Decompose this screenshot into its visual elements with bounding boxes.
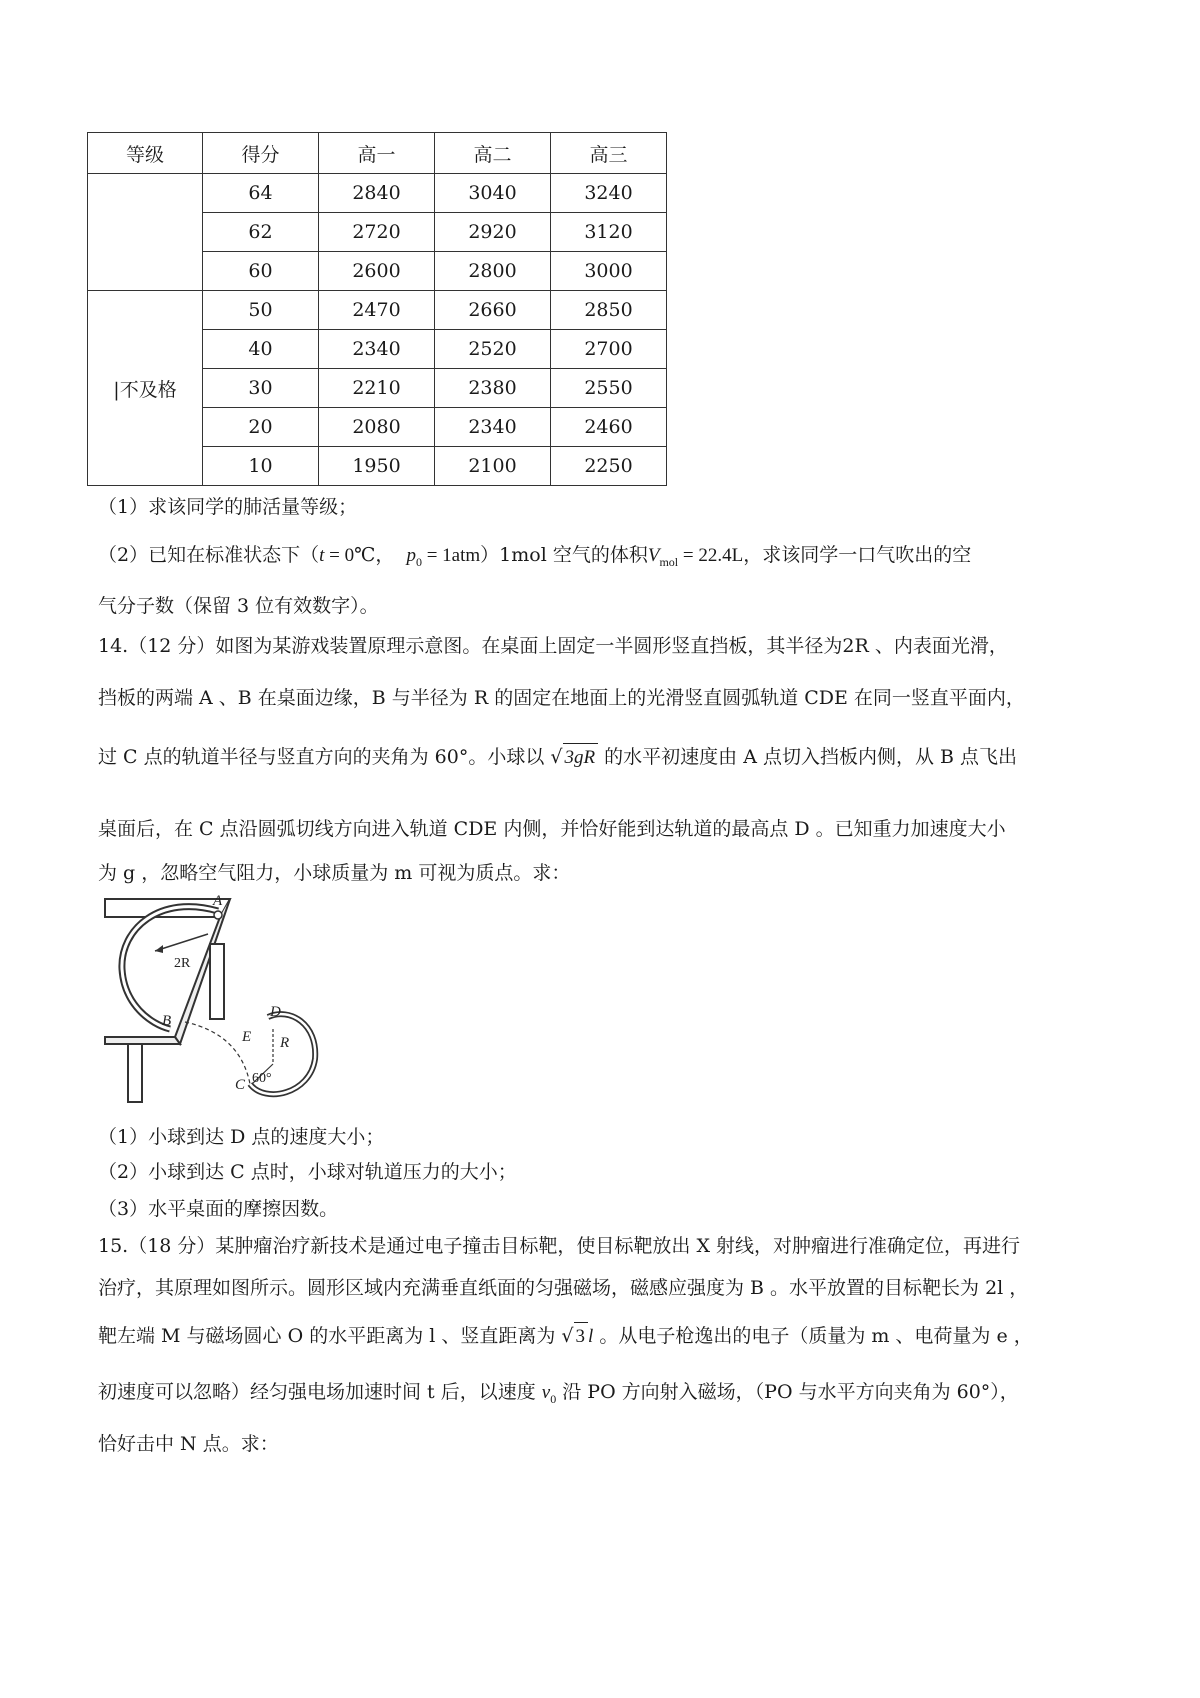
math-v: V bbox=[647, 545, 660, 566]
table-leg-left bbox=[128, 1044, 142, 1102]
table-cell: 2840 bbox=[319, 174, 435, 213]
table-cell: 2460 bbox=[551, 408, 667, 447]
label-r: R bbox=[280, 1035, 290, 1051]
math-t-value: = 0℃， bbox=[324, 545, 395, 566]
text: 靶左端 M 与磁场圆心 O 的水平距离为 l 、竖直距离为 bbox=[98, 1325, 556, 1347]
table-cell: 20 bbox=[203, 408, 319, 447]
grade-cell: |不及格 bbox=[88, 291, 203, 486]
table-cell: 1950 bbox=[319, 447, 435, 486]
label-d: D bbox=[270, 1004, 281, 1020]
label-b: B bbox=[162, 1013, 172, 1029]
q15-line1: 15.（18 分）某肿瘤治疗新技术是通过电子撞击目标靶，使目标靶放出 X 射线，对肿瘤进行准确定位，再进行 bbox=[98, 1235, 1021, 1257]
table-cell: 10 bbox=[203, 447, 319, 486]
table-cell: 2600 bbox=[319, 252, 435, 291]
table-cell: 2550 bbox=[551, 369, 667, 408]
label-c: C bbox=[235, 1077, 246, 1093]
q15-line2: 治疗，其原理如图所示。圆形区域内充满垂直纸面的匀强磁场，磁感应强度为 B 。水平放置的目标靶长为 2l ， bbox=[98, 1277, 1029, 1299]
trajectory-path bbox=[185, 1022, 250, 1084]
table-cell: 40 bbox=[203, 330, 319, 369]
q13-sub1: （1）求该同学的肺活量等级； bbox=[98, 496, 358, 518]
q15-line5: 恰好击中 N 点。求： bbox=[98, 1433, 279, 1455]
game-device-diagram bbox=[100, 889, 340, 1104]
table-cell: 2800 bbox=[435, 252, 551, 291]
table-cell: 62 bbox=[203, 213, 319, 252]
q15-line4 bbox=[98, 1378, 1019, 1413]
table-row bbox=[88, 174, 667, 213]
table-cell: 2210 bbox=[319, 369, 435, 408]
table-header-row bbox=[88, 133, 667, 174]
text: ）1mol 空气的体积 bbox=[480, 544, 648, 566]
text: 。从电子枪逸出的电子（质量为 m 、电荷量为 e ， bbox=[593, 1325, 1033, 1347]
q15-line3: 靶左端 M 与磁场圆心 O 的水平距离为 l 、竖直距离为 √ 3 l 。从电子枪逸出的电子（质量为 m 、电荷量为 e ， bbox=[98, 1322, 1033, 1351]
text: 过 C 点的轨道半径与竖直方向的夹角为 60°。小球以 bbox=[98, 746, 545, 768]
q13-sub2-line1 bbox=[98, 541, 971, 576]
table-cell: 60 bbox=[203, 252, 319, 291]
table-cell: 2700 bbox=[551, 330, 667, 369]
math-l: l bbox=[588, 1326, 594, 1347]
table-cell: 2250 bbox=[551, 447, 667, 486]
grade-cell bbox=[88, 174, 203, 291]
table-cell: 2380 bbox=[435, 369, 551, 408]
table-header: 等级 bbox=[88, 133, 203, 174]
table-cell: 30 bbox=[203, 369, 319, 408]
ball-icon bbox=[214, 911, 222, 919]
q14-line4: 桌面后，在 C 点沿圆弧切线方向进入轨道 CDE 内侧，并恰好能到达轨道的最高点 D 。已知重力加速度大小 bbox=[98, 818, 1006, 840]
table-cell: 2100 bbox=[435, 447, 551, 486]
table-cell: 2080 bbox=[319, 408, 435, 447]
q14-line1: 14.（12 分）如图为某游戏装置原理示意图。在桌面上固定一半圆形竖直挡板，其半径为2R 、内表面光滑， bbox=[98, 635, 1008, 657]
q13-sub2-line2: 气分子数（保留 3 位有效数字）。 bbox=[98, 595, 379, 617]
table-header: 高三 bbox=[551, 133, 667, 174]
lung-capacity-table bbox=[87, 132, 667, 486]
table-header: 高一 bbox=[319, 133, 435, 174]
table-cell: 3120 bbox=[551, 213, 667, 252]
q14-figure bbox=[100, 889, 340, 1104]
math-p-value: = 1atm bbox=[421, 545, 481, 566]
table-cell: 64 bbox=[203, 174, 319, 213]
table-cell: 2340 bbox=[435, 408, 551, 447]
math-v0-sub: 0 bbox=[550, 1391, 557, 1406]
label-60-deg: 60° bbox=[252, 1071, 272, 1086]
q14-line2: 挡板的两端 A 、B 在桌面边缘，B 与半径为 R 的固定在地面上的光滑竖直圆弧轨道 CDE 在同一竖直平面内， bbox=[98, 687, 1025, 709]
text: ，求该同学一口气吹出的空 bbox=[743, 544, 972, 566]
table-header: 得分 bbox=[203, 133, 319, 174]
text: （2）已知在标准状态下（ bbox=[98, 544, 320, 566]
table-cell: 50 bbox=[203, 291, 319, 330]
q14-sub2: （2）小球到达 C 点时，小球对轨道压力的大小； bbox=[98, 1161, 517, 1183]
table-header: 高二 bbox=[435, 133, 551, 174]
table-cell: 3000 bbox=[551, 252, 667, 291]
q14-sub1: （1）小球到达 D 点的速度大小； bbox=[98, 1126, 385, 1148]
table-cell: 2660 bbox=[435, 291, 551, 330]
table-cell: 2850 bbox=[551, 291, 667, 330]
math-p-sub: 0 bbox=[415, 554, 422, 569]
q14-line5: 为 g ，忽略空气阻力，小球质量为 m 可视为质点。求： bbox=[98, 862, 571, 884]
table-cell: 2920 bbox=[435, 213, 551, 252]
q14-sub3: （3）水平桌面的摩擦因数。 bbox=[98, 1198, 339, 1220]
table-row bbox=[88, 291, 667, 330]
table-cell: 2720 bbox=[319, 213, 435, 252]
q14-line3: 过 C 点的轨道半径与竖直方向的夹角为 60°。小球以 √ 3gR 的水平初速度由 A 点切入挡板内侧，从 B 点飞出 bbox=[98, 743, 1017, 772]
math-sqrt-3: 3 bbox=[574, 1322, 589, 1351]
math-v0: v bbox=[541, 1382, 551, 1403]
math-sqrt-3gR: 3gR bbox=[563, 743, 599, 772]
label-a: A bbox=[213, 893, 223, 909]
math-v-value: = 22.4L bbox=[678, 545, 744, 566]
math-v-sub: mol bbox=[659, 554, 679, 569]
table-cell: 2520 bbox=[435, 330, 551, 369]
label-e: E bbox=[242, 1029, 252, 1045]
text: 的水平初速度由 A 点切入挡板内侧，从 B 点飞出 bbox=[598, 746, 1017, 768]
arrow-icon bbox=[155, 945, 163, 953]
table-cell: 3240 bbox=[551, 174, 667, 213]
text: 初速度可以忽略）经匀强电场加速时间 t 后，以速度 bbox=[98, 1381, 542, 1403]
table-leg-right bbox=[210, 944, 224, 1019]
math-t: t bbox=[319, 545, 325, 566]
table-front bbox=[105, 1037, 180, 1044]
table-cell: 2340 bbox=[319, 330, 435, 369]
math-p: p bbox=[406, 545, 416, 566]
table-cell: 2470 bbox=[319, 291, 435, 330]
label-2r: 2R bbox=[174, 956, 191, 971]
table-cell: 3040 bbox=[435, 174, 551, 213]
text: 沿 PO 方向射入磁场，（PO 与水平方向夹角为 60°）， bbox=[556, 1381, 1019, 1403]
